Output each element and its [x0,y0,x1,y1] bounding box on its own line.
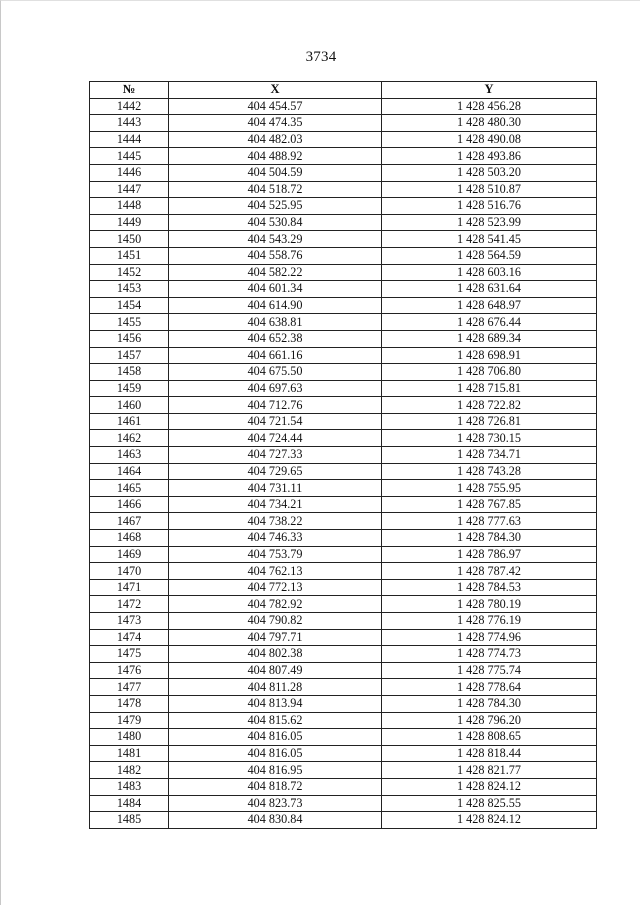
cell-y: 1 428 726.81 [382,413,597,430]
cell-number: 1483 [90,778,169,795]
cell-x: 404 675.50 [169,364,382,381]
cell-x: 404 816.95 [169,762,382,779]
table-row [90,98,597,115]
cell-number: 1467 [90,513,169,530]
cell-x: 404 601.34 [169,281,382,298]
cell-x: 404 734.21 [169,496,382,513]
cell-y: 1 428 778.64 [382,679,597,696]
cell-x: 404 721.54 [169,413,382,430]
cell-number: 1469 [90,546,169,563]
table-row [90,430,597,447]
cell-y: 1 428 796.20 [382,712,597,729]
cell-number: 1468 [90,530,169,547]
table-row [90,347,597,364]
cell-x: 404 813.94 [169,695,382,712]
cell-y: 1 428 755.95 [382,480,597,497]
table-row [90,463,597,480]
cell-x: 404 638.81 [169,314,382,331]
cell-x: 404 488.92 [169,148,382,165]
cell-number: 1465 [90,480,169,497]
cell-y: 1 428 824.12 [382,778,597,795]
cell-x: 404 790.82 [169,613,382,630]
cell-number: 1457 [90,347,169,364]
cell-x: 404 614.90 [169,297,382,314]
table-row [90,563,597,580]
table-row [90,579,597,596]
cell-number: 1461 [90,413,169,430]
table-row [90,546,597,563]
cell-x: 404 543.29 [169,231,382,248]
table-row [90,131,597,148]
cell-number: 1458 [90,364,169,381]
table-row [90,629,597,646]
cell-x: 404 811.28 [169,679,382,696]
cell-x: 404 746.33 [169,530,382,547]
table-row [90,679,597,696]
cell-y: 1 428 734.71 [382,447,597,464]
column-header-x: X [169,82,382,99]
cell-x: 404 482.03 [169,131,382,148]
cell-x: 404 454.57 [169,98,382,115]
table-row [90,795,597,812]
cell-x: 404 518.72 [169,181,382,198]
cell-y: 1 428 722.82 [382,397,597,414]
table-row [90,198,597,215]
table-row [90,662,597,679]
table-row [90,496,597,513]
cell-y: 1 428 730.15 [382,430,597,447]
page-number: 3734 [305,49,337,65]
cell-x: 404 802.38 [169,646,382,663]
table-row [90,778,597,795]
cell-number: 1459 [90,380,169,397]
cell-y: 1 428 821.77 [382,762,597,779]
table-row [90,231,597,248]
cell-x: 404 782.92 [169,596,382,613]
cell-y: 1 428 480.30 [382,115,597,132]
cell-y: 1 428 493.86 [382,148,597,165]
cell-number: 1460 [90,397,169,414]
cell-x: 404 474.35 [169,115,382,132]
table-row [90,164,597,181]
cell-number: 1456 [90,330,169,347]
cell-y: 1 428 541.45 [382,231,597,248]
table-row [90,364,597,381]
table-row [90,181,597,198]
cell-x: 404 762.13 [169,563,382,580]
table-row [90,712,597,729]
cell-x: 404 818.72 [169,778,382,795]
cell-x: 404 582.22 [169,264,382,281]
table-row [90,530,597,547]
cell-x: 404 697.63 [169,380,382,397]
cell-y: 1 428 818.44 [382,745,597,762]
cell-x: 404 738.22 [169,513,382,530]
cell-y: 1 428 774.73 [382,646,597,663]
table-row [90,812,597,829]
cell-x: 404 530.84 [169,214,382,231]
cell-y: 1 428 767.85 [382,496,597,513]
cell-y: 1 428 631.64 [382,281,597,298]
cell-number: 1479 [90,712,169,729]
cell-y: 1 428 698.91 [382,347,597,364]
cell-number: 1477 [90,679,169,696]
cell-x: 404 724.44 [169,430,382,447]
coordinates-table [89,81,597,829]
cell-number: 1444 [90,131,169,148]
cell-y: 1 428 503.20 [382,164,597,181]
table-row [90,247,597,264]
cell-number: 1445 [90,148,169,165]
table-row [90,314,597,331]
table-row [90,729,597,746]
cell-number: 1453 [90,281,169,298]
cell-y: 1 428 825.55 [382,795,597,812]
cell-x: 404 830.84 [169,812,382,829]
cell-y: 1 428 523.99 [382,214,597,231]
cell-y: 1 428 510.87 [382,181,597,198]
cell-number: 1482 [90,762,169,779]
cell-y: 1 428 780.19 [382,596,597,613]
table-row [90,447,597,464]
table-row [90,480,597,497]
cell-y: 1 428 784.30 [382,695,597,712]
cell-y: 1 428 715.81 [382,380,597,397]
table-row [90,596,597,613]
cell-y: 1 428 648.97 [382,297,597,314]
table-row [90,745,597,762]
cell-y: 1 428 774.96 [382,629,597,646]
column-header-y: Y [382,82,597,99]
cell-x: 404 712.76 [169,397,382,414]
cell-number: 1478 [90,695,169,712]
table-row [90,330,597,347]
cell-y: 1 428 564.59 [382,247,597,264]
cell-number: 1450 [90,231,169,248]
cell-x: 404 816.05 [169,745,382,762]
cell-x: 404 525.95 [169,198,382,215]
cell-y: 1 428 743.28 [382,463,597,480]
cell-x: 404 815.62 [169,712,382,729]
cell-number: 1472 [90,596,169,613]
cell-x: 404 772.13 [169,579,382,596]
cell-y: 1 428 689.34 [382,330,597,347]
cell-number: 1463 [90,447,169,464]
cell-number: 1466 [90,496,169,513]
table-row [90,380,597,397]
cell-number: 1442 [90,98,169,115]
cell-x: 404 558.76 [169,247,382,264]
cell-x: 404 731.11 [169,480,382,497]
table-header-row [90,82,597,99]
cell-number: 1471 [90,579,169,596]
cell-number: 1448 [90,198,169,215]
table-row [90,297,597,314]
table-row [90,264,597,281]
table-row [90,281,597,298]
cell-number: 1480 [90,729,169,746]
cell-y: 1 428 784.30 [382,530,597,547]
cell-number: 1449 [90,214,169,231]
table-row [90,762,597,779]
cell-x: 404 729.65 [169,463,382,480]
cell-number: 1451 [90,247,169,264]
cell-y: 1 428 516.76 [382,198,597,215]
cell-x: 404 753.79 [169,546,382,563]
cell-y: 1 428 786.97 [382,546,597,563]
cell-number: 1475 [90,646,169,663]
table-row [90,115,597,132]
cell-number: 1484 [90,795,169,812]
cell-number: 1447 [90,181,169,198]
table-row [90,148,597,165]
cell-y: 1 428 777.63 [382,513,597,530]
cell-x: 404 797.71 [169,629,382,646]
cell-y: 1 428 776.19 [382,613,597,630]
cell-y: 1 428 456.28 [382,98,597,115]
cell-number: 1464 [90,463,169,480]
cell-x: 404 823.73 [169,795,382,812]
table-row [90,695,597,712]
cell-x: 404 661.16 [169,347,382,364]
cell-number: 1462 [90,430,169,447]
table-row [90,613,597,630]
cell-x: 404 652.38 [169,330,382,347]
cell-number: 1446 [90,164,169,181]
cell-y: 1 428 603.16 [382,264,597,281]
cell-number: 1476 [90,662,169,679]
cell-number: 1454 [90,297,169,314]
cell-x: 404 816.05 [169,729,382,746]
cell-x: 404 807.49 [169,662,382,679]
cell-number: 1474 [90,629,169,646]
cell-y: 1 428 676.44 [382,314,597,331]
cell-number: 1473 [90,613,169,630]
column-header-number: № [90,82,169,99]
table-row [90,397,597,414]
table-row [90,214,597,231]
cell-number: 1485 [90,812,169,829]
cell-y: 1 428 787.42 [382,563,597,580]
cell-number: 1443 [90,115,169,132]
cell-number: 1481 [90,745,169,762]
cell-y: 1 428 775.74 [382,662,597,679]
cell-y: 1 428 784.53 [382,579,597,596]
cell-x: 404 504.59 [169,164,382,181]
table-body [90,98,597,828]
table-row [90,413,597,430]
table-row [90,646,597,663]
cell-y: 1 428 824.12 [382,812,597,829]
cell-y: 1 428 808.65 [382,729,597,746]
cell-number: 1452 [90,264,169,281]
cell-x: 404 727.33 [169,447,382,464]
table-row [90,513,597,530]
cell-number: 1470 [90,563,169,580]
cell-y: 1 428 490.08 [382,131,597,148]
cell-y: 1 428 706.80 [382,364,597,381]
cell-number: 1455 [90,314,169,331]
